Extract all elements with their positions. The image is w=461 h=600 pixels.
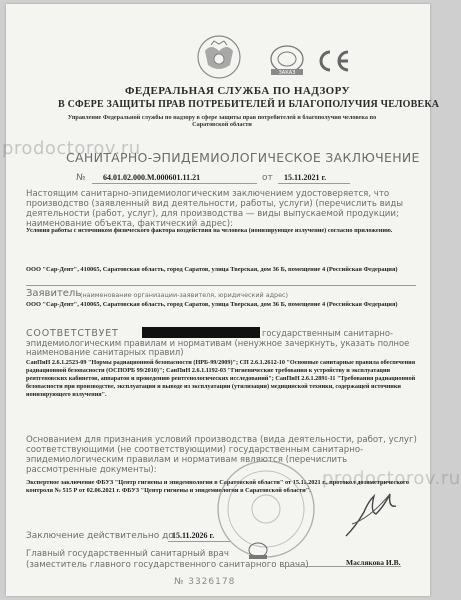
organization-address: ООО "Сар-Дент", 410065, Саратовская область, город Саратов, улица Тверская, дом 36 Б, помещение 4 (Российская Федерация) <box>26 266 398 273</box>
number-from-label: от <box>262 173 273 183</box>
validity-date: 15.11.2026 г. <box>172 531 215 540</box>
applicant-label: Заявитель <box>26 288 82 299</box>
validity-label: Заключение действительно до <box>26 531 174 541</box>
department-name: Управление Федеральной службы по надзору в сфере защиты прав потребителей и благополучия человека по Саратовской области <box>67 114 377 129</box>
gosznak-logo-text: ЗАКАЗ <box>278 70 296 76</box>
agency-subtitle: В СФЕРЕ ЗАЩИТЫ ПРАВ ПОТРЕБИТЕЛЕЙ И БЛАГОПОЛУЧИЯ ЧЕЛОВЕКА <box>58 99 440 110</box>
basis-text: Основанием для признания условий производства (вида деятельности, работ, услуг) соответствующими (не соответствующими) государственным санитарно-эпидемиологическим правилам и нормативам являются (перечислить рассмотренные документы): <box>26 435 417 475</box>
intro-text: Настоящим санитарно-эпидемиологическим заключением удостоверяется, что производство (заявленный вид деятельности, работы, услуги) (перечислить виды деятельности (работ, услуг), для производства — виды выпускаемой продукции; наименование объекта, фактический адрес): <box>26 189 404 229</box>
document-title: САНИТАРНО-ЭПИДЕМИОЛОГИЧЕСКОЕ ЗАКЛЮЧЕНИЕ <box>66 150 420 165</box>
handwritten-signature <box>342 484 402 544</box>
ce-mark-icon <box>314 48 354 74</box>
applicant-hint: (наименование организации-заявителя, юридический адрес) <box>80 291 289 299</box>
intro-value: Условия работы с источником физического фактора воздействия на человека (ионизирующее излучение) согласно приложению. <box>26 227 393 234</box>
agency-title: ФЕДЕРАЛЬНАЯ СЛУЖБА ПО НАДЗОРУ <box>125 85 350 97</box>
applicant-value: ООО "Сар-Дент", 410065, Саратовская область, город Саратов, улица Тверская, дом 36 Б, помещение 4 (Российская Федерация) <box>26 301 398 308</box>
conformity-value: СанПиН 2.6.1.2523-09 "Нормы радиационной безопасности (НРБ-99/2009)"; СП 2.6.1.2612-10 "Основные санитарные правила обеспечения радиационной безопасности (ОСПОРБ 99/2010)"; СанПиН 2.6.1.1192-03 "Гигиенические требования к устройству и эксплуатации рентгеновских кабинетов, аппаратов и проведению рентгенологических исследований"; СанПиН 2.6.1.2891-11 "Требования радиационной безопасности при производстве, эксплуатации и выводе из эксплуатации (утилизации) медицинской техники, содержащей источники ионизирующего излучения". <box>26 359 416 398</box>
conformity-word: СООТВЕТСТВУЕТ <box>26 328 119 339</box>
certificate-number: 64.01.02.000.М.000601.11.21 <box>103 173 201 182</box>
gosznak-logo <box>266 44 308 78</box>
certificate-sheet <box>2 4 461 596</box>
coat-of-arms-emblem <box>196 34 242 80</box>
watermark-top: prodoctorov.ru <box>2 138 141 159</box>
number-prefix: № <box>76 173 86 183</box>
gosznak-small-logo <box>246 542 270 560</box>
basis-value: Экспертное заключение ФБУЗ "Центр гигиены и эпидемиологии в Саратовской области" от 15.11.2021 г., протокол дозиметрического контроля № 515 Р от 02.06.2021 г. ФБУЗ "Центр гигиены и эпидемиологии в Саратовской области". <box>26 479 409 495</box>
signatory-title: Главный государственный санитарный врач <box>26 549 229 559</box>
signatory-subtitle: (заместитель главного государственного санитарного врача) <box>26 560 309 570</box>
certificate-date: 15.11.2021 г. <box>284 173 327 182</box>
serial-number: № 3326178 <box>174 577 236 587</box>
watermark-bottom: prodoctorov.ru <box>322 468 461 489</box>
signatory-name: Маслякова И.В. <box>346 558 401 567</box>
conformity-text: государственным санитарно-эпидемиологическим правилам и нормативам (ненужное зачеркнуть, указать полное наименование санитарных правил) <box>26 328 410 358</box>
